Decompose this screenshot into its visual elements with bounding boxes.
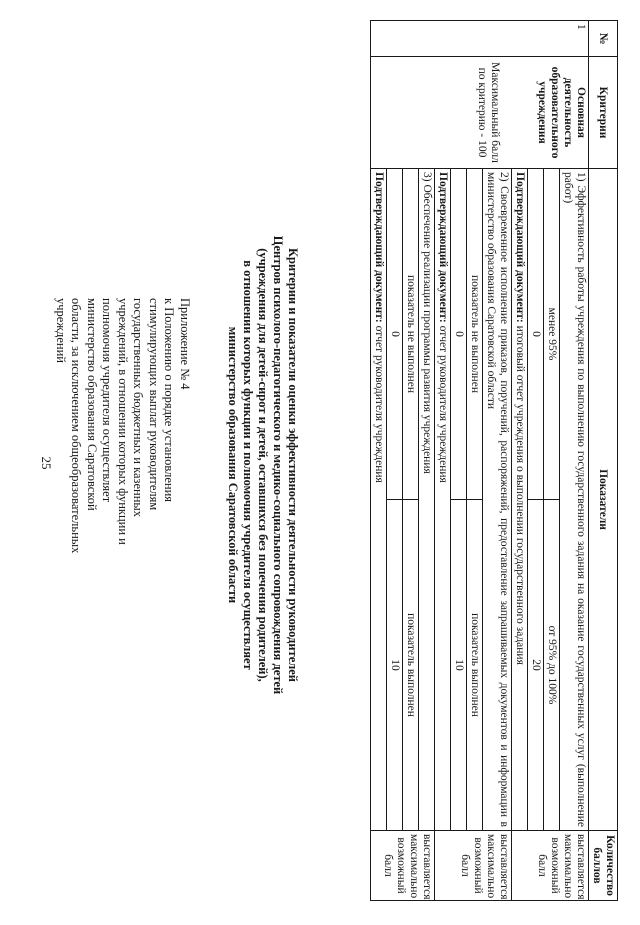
scale-value-b: 20 [528,500,544,831]
doc-text: отчет руководителя учреждения [437,322,449,483]
scale-label-a: менее 95% [544,169,560,500]
indicator-1-scale [528,169,560,830]
row-number: 1 [371,21,589,57]
doc-label: Подтверждающий документ: [373,172,385,323]
table-row [528,21,589,901]
document-title [225,205,300,725]
appendix-note [53,298,193,658]
indicator-2-scale [451,169,483,830]
scale-label-b: показатель выполнен [467,500,483,831]
scale-value-a: 0 [451,169,467,500]
scale-label-b: от 95% до 100% [544,500,560,831]
appendix-line: стимулирующих выплат руководителям [147,298,161,511]
appendix-line: к Положению о порядке установления [162,298,177,503]
indicator-2-document [435,169,451,831]
table-header-row [589,21,618,901]
points-cell: выставляется максимально возможный балл [371,831,435,901]
scale-label-a: показатель не выполнен [403,169,419,500]
appendix-line: области, за исключением общеобразовательных [69,298,84,554]
indicator-3-document [371,169,387,831]
scale-label-b: показатель выполнен [403,500,419,831]
header-indicators: Показатели [589,169,618,831]
appendix-line: учреждений, в отношении которых функции и [116,298,130,545]
header-points: Количество баллов [589,831,618,901]
indicator-1-document [512,169,528,831]
points-cell: выставляется максимально возможный балл [435,831,512,901]
indicator-3-text: 3) Обеспечение реализации программы развития учреждения [421,172,433,474]
appendix-line: учреждений [54,298,68,363]
criteria-table [370,20,618,901]
scale-value-a: 0 [528,169,544,500]
criteria-cell [371,57,589,169]
appendix-line: государственных бюджетных и казенных [131,298,146,518]
title-line: министерство образования Саратовской области [226,326,240,604]
doc-text: итоговый отчет учреждения о выполнении государственного задания [514,322,526,665]
title-line: (учреждения для детей-сирот и детей, оставшихся без попечения родителей), [256,248,270,682]
points-cell: выставляется максимально возможный балл [512,831,589,901]
appendix-line: Приложение № 4 [178,298,192,390]
header-num: № [589,21,618,57]
scale-value-b: 10 [451,500,467,831]
page-number: 25 [39,456,54,470]
header-criteria: Критерии [589,57,618,169]
indicator-3-scale [387,169,419,830]
title-line: Критерии и показатели оценки эффективности деятельности руководителей [286,247,300,683]
indicator-1 [528,169,589,831]
doc-text: отчет руководителя учреждения [373,322,385,483]
indicator-3 [387,169,435,831]
criteria-max: Максимальный балл по критерию - 100 [476,62,501,163]
scale-value-a: 0 [387,169,403,500]
indicator-1-text: 1) Эффективность работы учреждения по выполнению государственного задания на оказание государственных услуг (выполнение работ) [562,172,587,827]
indicator-2 [451,169,512,831]
doc-label: Подтверждающий документ: [514,172,526,323]
title-line: Центров психолого-педагогического и медико-социального сопровождения детей [271,235,285,695]
scale-label-a: показатель не выполнен [467,169,483,500]
doc-label: Подтверждающий документ: [437,172,449,323]
scale-value-b: 10 [387,500,403,831]
criteria-name: Основная деятельность образовательного учреждения [536,66,587,159]
indicator-2-text: 2) Своевременное исполнение приказов, поручений, распоряжений, предоставление запрашиваемых документов и информации в министерство образования Саратовской области [485,172,510,827]
appendix-line: полномочия учредителя осуществляет [100,298,115,503]
title-line: в отношении которых функции и полномочия учредителя осуществляет [241,260,255,670]
appendix-line: министерство образования Саратовской [85,298,99,511]
